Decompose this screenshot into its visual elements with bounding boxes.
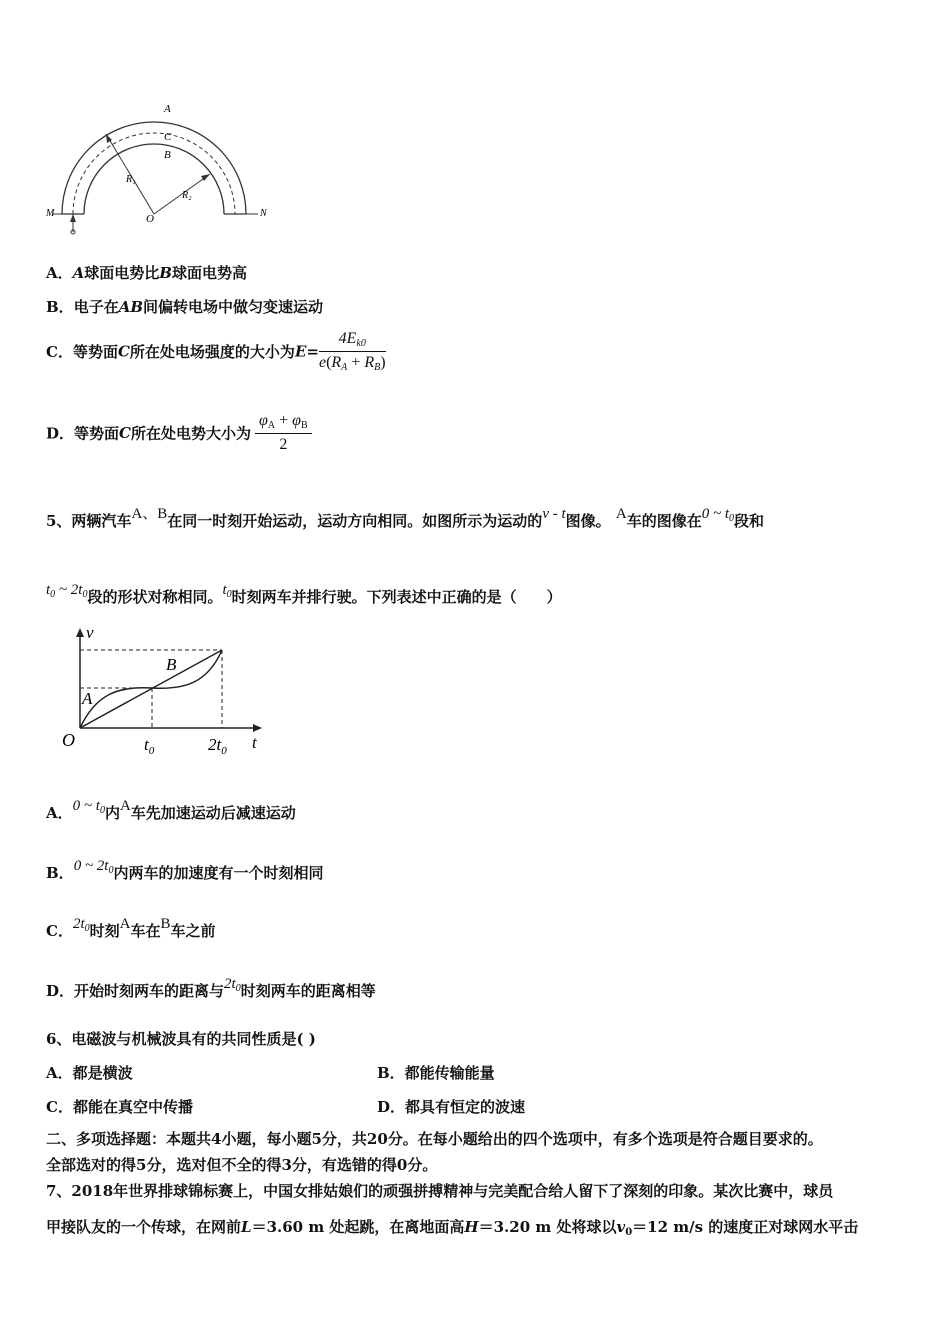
sphere-b: B: [159, 264, 172, 282]
car-a: A: [119, 798, 131, 814]
potential-fraction: [255, 412, 312, 454]
graph-a-label: A: [82, 689, 93, 708]
option-text: 球面电势高: [171, 264, 247, 282]
q6-option-d: D．都具有恒定的波速: [377, 1098, 526, 1116]
q5-option-d: D．开始时刻两车的距离与$2t_0$时刻两车的距离相等: [46, 976, 376, 1000]
symbol-h: H: [464, 1218, 479, 1236]
q7-line1: 7、2018年世界排球锦标赛上，中国女排姑娘们的顽强拼搏精神与完美配合给人留下了深刻的印象。某次比赛中，球员: [46, 1182, 834, 1200]
option-text: 所在处电场强度的大小为: [129, 343, 295, 361]
vt-label: v - t: [542, 506, 566, 522]
q5-stem-line2: $t_0$ ~ $2t_0$段的形状对称相同。$t_0$时刻两车并排行驶。下列表述中正确的是（ ）: [46, 582, 562, 606]
field-fraction: [319, 330, 386, 373]
section2-line1: 二、多项选择题：本题共4小题，每小题5分，共20分。在每小题给出的四个选项中，有多个选项是符合题目要求的。: [46, 1130, 823, 1148]
range-0-2t0: 0 ~ $2t_0$: [73, 858, 114, 876]
curve-b: [80, 650, 222, 728]
option-prefix: C．: [46, 343, 73, 361]
car-a: A: [615, 506, 627, 522]
graph-origin-label: O: [62, 730, 75, 750]
e-symbol: E: [294, 342, 307, 361]
range-0-t0: 0 ~ $t_0$: [72, 798, 105, 816]
option-text: 电子在: [73, 298, 119, 316]
t-axis-arrow: [253, 724, 262, 732]
label-RB: R₂: [182, 190, 192, 201]
q4-option-d: [46, 412, 312, 454]
option-prefix: B．: [46, 298, 74, 316]
option-text: 等势面: [74, 424, 120, 443]
option-text: 等势面: [72, 343, 118, 361]
option-text: 球面电势比: [84, 264, 160, 282]
car-a: A: [119, 916, 131, 932]
q4-option-b: [46, 296, 323, 317]
q5-option-a: A．0 ~ $t_0$内A车先加速运动后减速运动: [46, 798, 296, 822]
time-2t0: $2t_0$: [72, 916, 90, 934]
symbol-v0: v: [616, 1218, 626, 1236]
q5-option-c: C．$2t_0$时刻A车在B车之前: [46, 916, 216, 940]
q4-option-a: [46, 262, 247, 283]
outer-arc: [62, 122, 246, 214]
q5-stem-line1: 5、两辆汽车A、B在同一时刻开始运动，运动方向相同。如图所示为运动的v - t图像。 A车的图像在0 ~ $t_0$段和: [46, 506, 765, 530]
q7-line2: 甲接队友的一个传球，在网前L＝3.60 m 处起跳，在离地面高H＝3.20 m 处将球以$v_0=12$ m/s 的速度正对球网水平击: [46, 1218, 859, 1238]
graph-b-label: B: [166, 655, 177, 674]
cars-ab: A、B: [131, 506, 168, 522]
section2-line2: 全部选对的得5分，选对但不全的得3分，有选错的得0分。: [46, 1156, 438, 1174]
fraction-denominator: $e(R_A + R_B)$: [318, 354, 386, 373]
surface-c: C: [117, 342, 130, 361]
q6-option-b: B．都能传输能量: [377, 1064, 495, 1082]
vt-graph: [58, 624, 272, 758]
option-prefix: D．: [46, 424, 75, 443]
fraction-denominator: 2: [279, 436, 288, 453]
graph-t0-label: $t_0$: [144, 735, 155, 757]
ab-label: AB: [118, 298, 144, 316]
electron-arrow: [70, 214, 76, 222]
sphere-a: A: [72, 264, 85, 282]
graph-t-label: t: [252, 733, 257, 752]
time-2t0: $2t_0$: [224, 976, 241, 994]
fraction-numerator: $4E_{k0}$: [319, 330, 386, 352]
t0-symbol: $t_0$: [222, 582, 232, 600]
label-M: M: [46, 208, 55, 219]
option-text: 所在处电势大小为: [130, 424, 251, 443]
label-RA: R₁: [126, 174, 136, 185]
v-axis-arrow: [76, 628, 84, 637]
label-C: C: [164, 131, 172, 143]
symbol-l: L: [241, 1218, 252, 1236]
surface-c: C: [119, 424, 131, 442]
q5-option-b: B．0 ~ $2t_0$内两车的加速度有一个时刻相同: [46, 858, 324, 882]
range-t0-2t0: $t_0$ ~ $2t_0$: [46, 582, 88, 600]
label-B: B: [164, 149, 171, 161]
car-b: B: [160, 916, 171, 932]
q6-stem: 6、电磁波与机械波具有的共同性质是( ): [46, 1030, 316, 1048]
option-prefix: A．: [46, 264, 73, 282]
equals: =: [306, 342, 319, 361]
label-N: N: [260, 208, 267, 219]
graph-2t0-label: $2t_0$: [208, 735, 227, 757]
q6-option-c: C．都能在真空中传播: [46, 1098, 193, 1116]
q4-option-c: [46, 330, 386, 373]
deflector-figure: [46, 98, 286, 238]
label-O: O: [146, 213, 154, 225]
graph-v-label: v: [86, 624, 94, 642]
fraction-numerator: $\varphi_A + \varphi_B$: [255, 412, 312, 434]
q6-option-a: A．都是横波: [46, 1064, 133, 1082]
range-0-t0: 0 ~ $t_0$: [701, 506, 735, 524]
option-text: 间偏转电场中做匀变速运动: [143, 298, 324, 316]
label-A: A: [164, 103, 171, 115]
